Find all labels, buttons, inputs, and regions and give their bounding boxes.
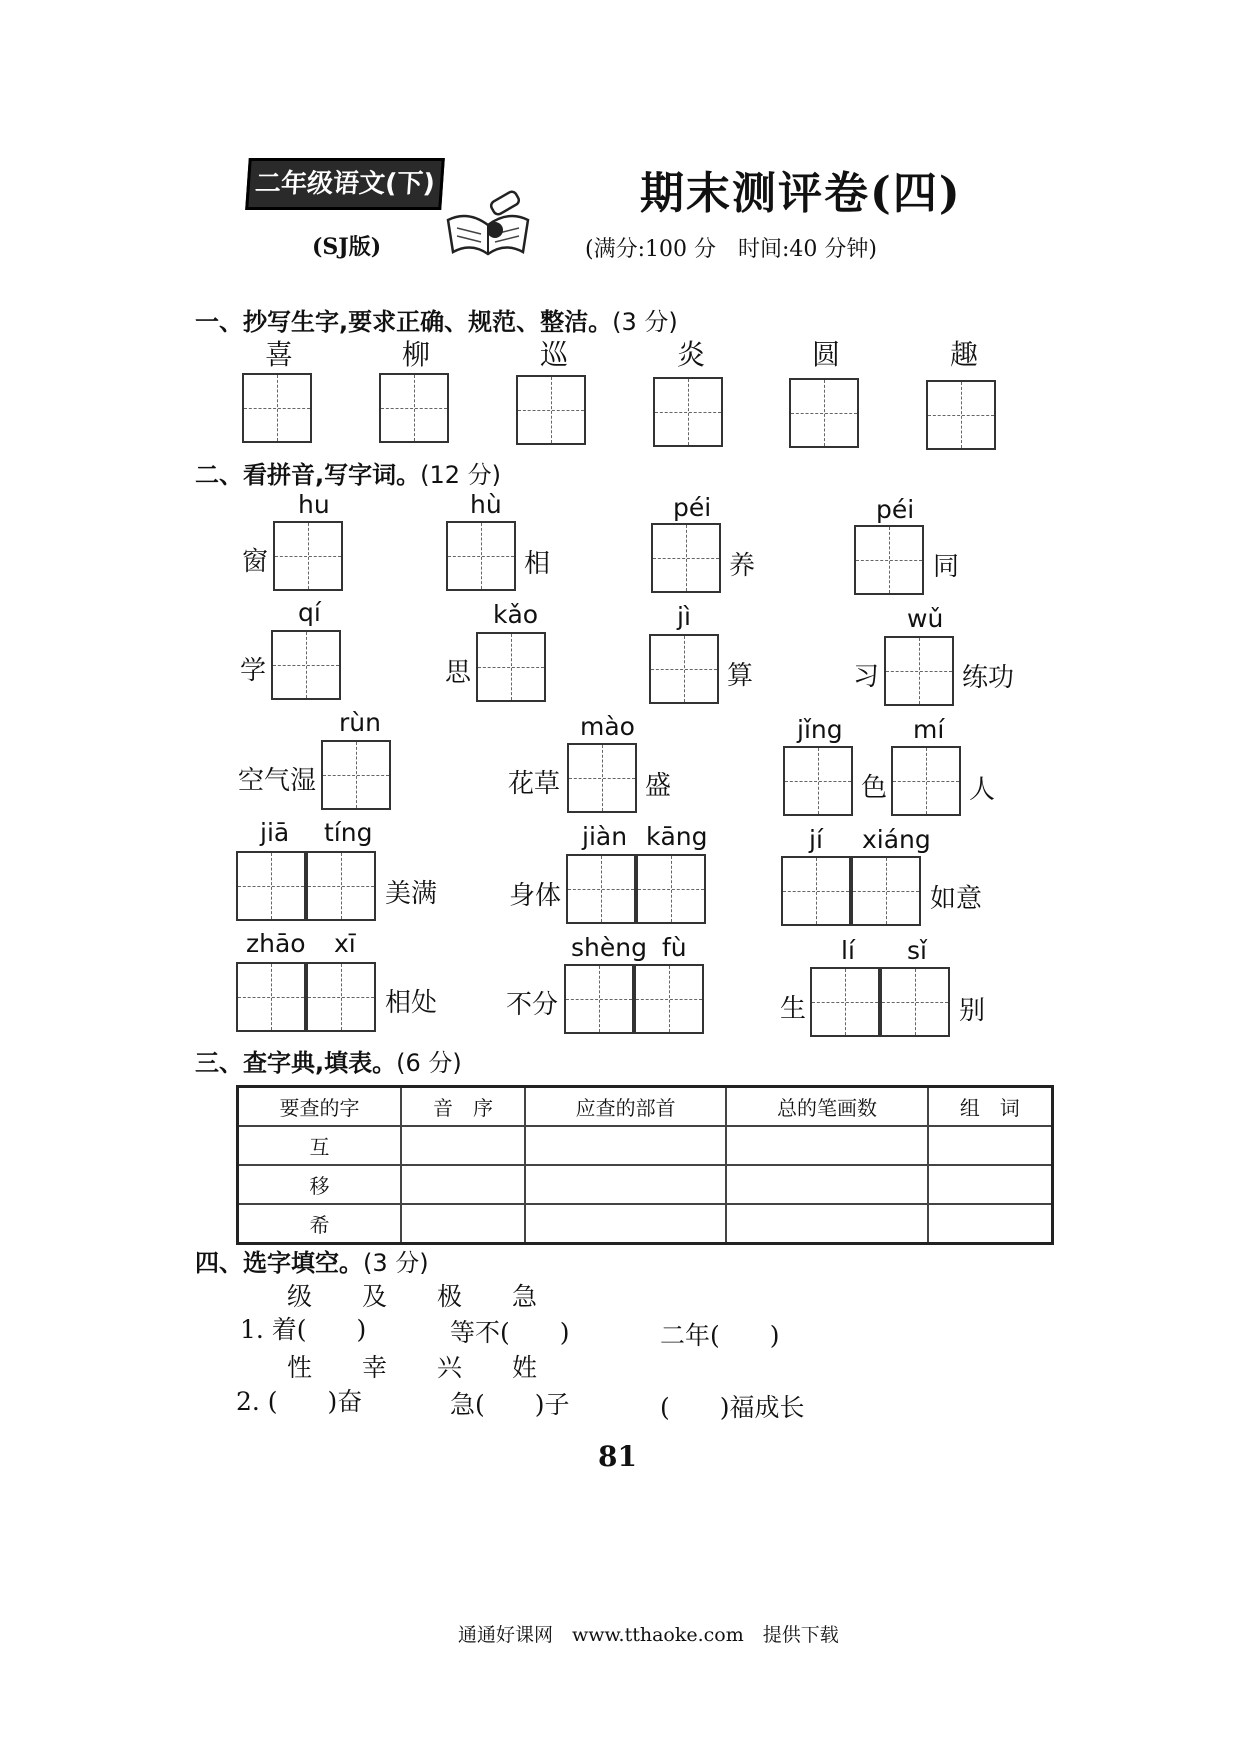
word-label: 相: [524, 549, 551, 579]
word-label: 色: [861, 773, 888, 803]
word-label: 养: [729, 551, 756, 581]
writing-box[interactable]: [781, 856, 851, 926]
pinyin-label: xī: [334, 929, 356, 958]
copy-char: 炎: [677, 338, 706, 371]
writing-box[interactable]: [306, 962, 376, 1032]
writing-box[interactable]: [636, 854, 706, 924]
section-4-heading: [195, 1243, 429, 1278]
pinyin-label: jiàn: [582, 822, 628, 851]
grade-badge: 二年级语文(下): [245, 158, 445, 210]
section-2-score: (12 分): [420, 461, 502, 489]
word-label: 窗: [242, 547, 269, 577]
writing-box[interactable]: [446, 521, 516, 591]
pinyin-label: wǔ: [907, 604, 944, 633]
answer-cell[interactable]: [726, 1165, 927, 1204]
writing-box[interactable]: [926, 380, 996, 450]
pinyin-label: jì: [677, 602, 691, 631]
section-3-heading: [195, 1043, 462, 1078]
table-header-row: [238, 1087, 1053, 1127]
word-label: 身体: [509, 881, 562, 911]
writing-box[interactable]: [236, 851, 306, 921]
copy-char: 趣: [950, 338, 979, 371]
fill-blank: 2. ( )奋: [236, 1387, 363, 1416]
writing-box[interactable]: [273, 521, 343, 591]
pinyin-label: mí: [913, 715, 945, 744]
answer-cell[interactable]: [401, 1204, 525, 1244]
writing-box[interactable]: [789, 378, 859, 448]
fill-blank: 1. 着( ): [240, 1315, 367, 1344]
word-label: 花草: [508, 769, 561, 799]
writing-box[interactable]: [810, 967, 880, 1037]
column-header: 要查的字: [238, 1087, 402, 1127]
book-pen-icon: [443, 190, 533, 260]
writing-box[interactable]: [564, 964, 634, 1034]
word-options-1: 级 及 极 急: [287, 1282, 538, 1311]
writing-box[interactable]: [651, 523, 721, 593]
writing-box[interactable]: [236, 962, 306, 1032]
section-1-score: (3 分): [612, 308, 678, 336]
pinyin-label: zhāo: [246, 929, 306, 958]
word-label: 习: [853, 662, 880, 692]
answer-cell[interactable]: [928, 1126, 1053, 1165]
word-label: 算: [727, 661, 754, 691]
answer-cell[interactable]: [928, 1165, 1053, 1204]
pinyin-label: jí: [809, 825, 823, 854]
writing-box[interactable]: [851, 856, 921, 926]
pinyin-label: jǐng: [797, 715, 843, 744]
pinyin-label: qí: [298, 598, 321, 627]
writing-box[interactable]: [783, 746, 853, 816]
section-4-score: (3 分): [363, 1249, 429, 1277]
section-2-title: 二、看拼音,写字词。: [195, 461, 421, 489]
pinyin-label: kǎo: [493, 600, 539, 629]
answer-cell[interactable]: [525, 1165, 726, 1204]
word-label: 人: [969, 775, 996, 805]
answer-cell[interactable]: [401, 1165, 525, 1204]
answer-cell[interactable]: [726, 1126, 927, 1165]
table-row: [238, 1165, 1053, 1204]
edition-label: (SJ版): [312, 234, 382, 260]
pinyin-label: mào: [580, 712, 635, 741]
exam-title: 期末测评卷(四): [640, 168, 962, 219]
writing-box[interactable]: [880, 967, 950, 1037]
table-row: [238, 1126, 1053, 1165]
column-header: 音 序: [401, 1087, 525, 1127]
section-1-title: 一、抄写生字,要求正确、规范、整洁。: [195, 308, 613, 336]
copy-char: 喜: [265, 338, 294, 371]
pinyin-label: shèng: [571, 933, 647, 962]
word-label: 学: [240, 656, 267, 686]
answer-cell[interactable]: [401, 1126, 525, 1165]
word-options-2: 性 幸 兴 姓: [287, 1353, 538, 1382]
word-label: 相处: [385, 988, 438, 1018]
footer-credit: 通通好课网 www.tthaoke.com 提供下载: [458, 1624, 839, 1646]
writing-box[interactable]: [242, 373, 312, 443]
writing-box[interactable]: [653, 377, 723, 447]
column-header: 总的笔画数: [726, 1087, 927, 1127]
fill-blank: 急( )子: [450, 1390, 570, 1419]
dictionary-table: [236, 1085, 1054, 1245]
copy-char: 圆: [812, 338, 841, 371]
pinyin-label: lí: [841, 936, 855, 965]
pinyin-label: hu: [298, 490, 330, 519]
fill-blank: 等不( ): [450, 1318, 570, 1347]
answer-cell[interactable]: [928, 1204, 1053, 1244]
answer-cell[interactable]: [525, 1204, 726, 1244]
writing-box[interactable]: [567, 743, 637, 813]
pinyin-label: hù: [470, 490, 502, 519]
pinyin-label: kāng: [646, 822, 708, 851]
word-label: 别: [959, 996, 986, 1026]
row-char: 希: [238, 1204, 402, 1244]
writing-box[interactable]: [854, 525, 924, 595]
exam-meta: (满分:100 分 时间:40 分钟): [585, 237, 877, 262]
writing-box[interactable]: [884, 636, 954, 706]
pinyin-label: xiáng: [862, 825, 931, 854]
column-header: 应查的部首: [525, 1087, 726, 1127]
word-label: 不分: [506, 990, 559, 1020]
copy-char: 巡: [540, 338, 569, 371]
fill-blank: 二年( ): [660, 1321, 780, 1350]
writing-box[interactable]: [649, 634, 719, 704]
section-2-heading: [195, 455, 501, 490]
column-header: 组 词: [928, 1087, 1053, 1127]
word-label: 生: [780, 994, 807, 1024]
page-number: 81: [598, 1440, 637, 1473]
section-1-heading: [195, 302, 678, 337]
writing-box[interactable]: [516, 375, 586, 445]
writing-box[interactable]: [321, 740, 391, 810]
answer-cell[interactable]: [726, 1204, 927, 1244]
section-3-title: 三、查字典,填表。: [195, 1049, 397, 1077]
word-label: 美满: [385, 879, 438, 909]
section-4-title: 四、选字填空。: [195, 1249, 363, 1277]
writing-box[interactable]: [379, 373, 449, 443]
pinyin-label: péi: [876, 495, 915, 524]
word-label: 练功: [962, 663, 1015, 693]
answer-cell[interactable]: [525, 1126, 726, 1165]
word-label: 如意: [930, 884, 983, 914]
word-label: 同: [933, 552, 960, 582]
pinyin-label: tíng: [324, 818, 373, 847]
writing-box[interactable]: [634, 964, 704, 1034]
writing-box[interactable]: [891, 746, 961, 816]
word-label: 思: [445, 658, 472, 688]
table-row: [238, 1204, 1053, 1244]
copy-char: 柳: [402, 338, 431, 371]
writing-box[interactable]: [476, 632, 546, 702]
pinyin-label: rùn: [339, 708, 381, 737]
word-label: 空气湿: [238, 766, 317, 796]
writing-box[interactable]: [566, 854, 636, 924]
word-label: 盛: [645, 771, 672, 801]
section-3-score: (6 分): [396, 1049, 462, 1077]
row-char: 互: [238, 1126, 402, 1165]
writing-box[interactable]: [271, 630, 341, 700]
row-char: 移: [238, 1165, 402, 1204]
pinyin-label: fù: [662, 933, 687, 962]
fill-blank: ( )福成长: [660, 1393, 805, 1422]
pinyin-label: jiā: [260, 818, 290, 847]
pinyin-label: péi: [673, 493, 712, 522]
pinyin-label: sǐ: [907, 936, 927, 965]
writing-box[interactable]: [306, 851, 376, 921]
